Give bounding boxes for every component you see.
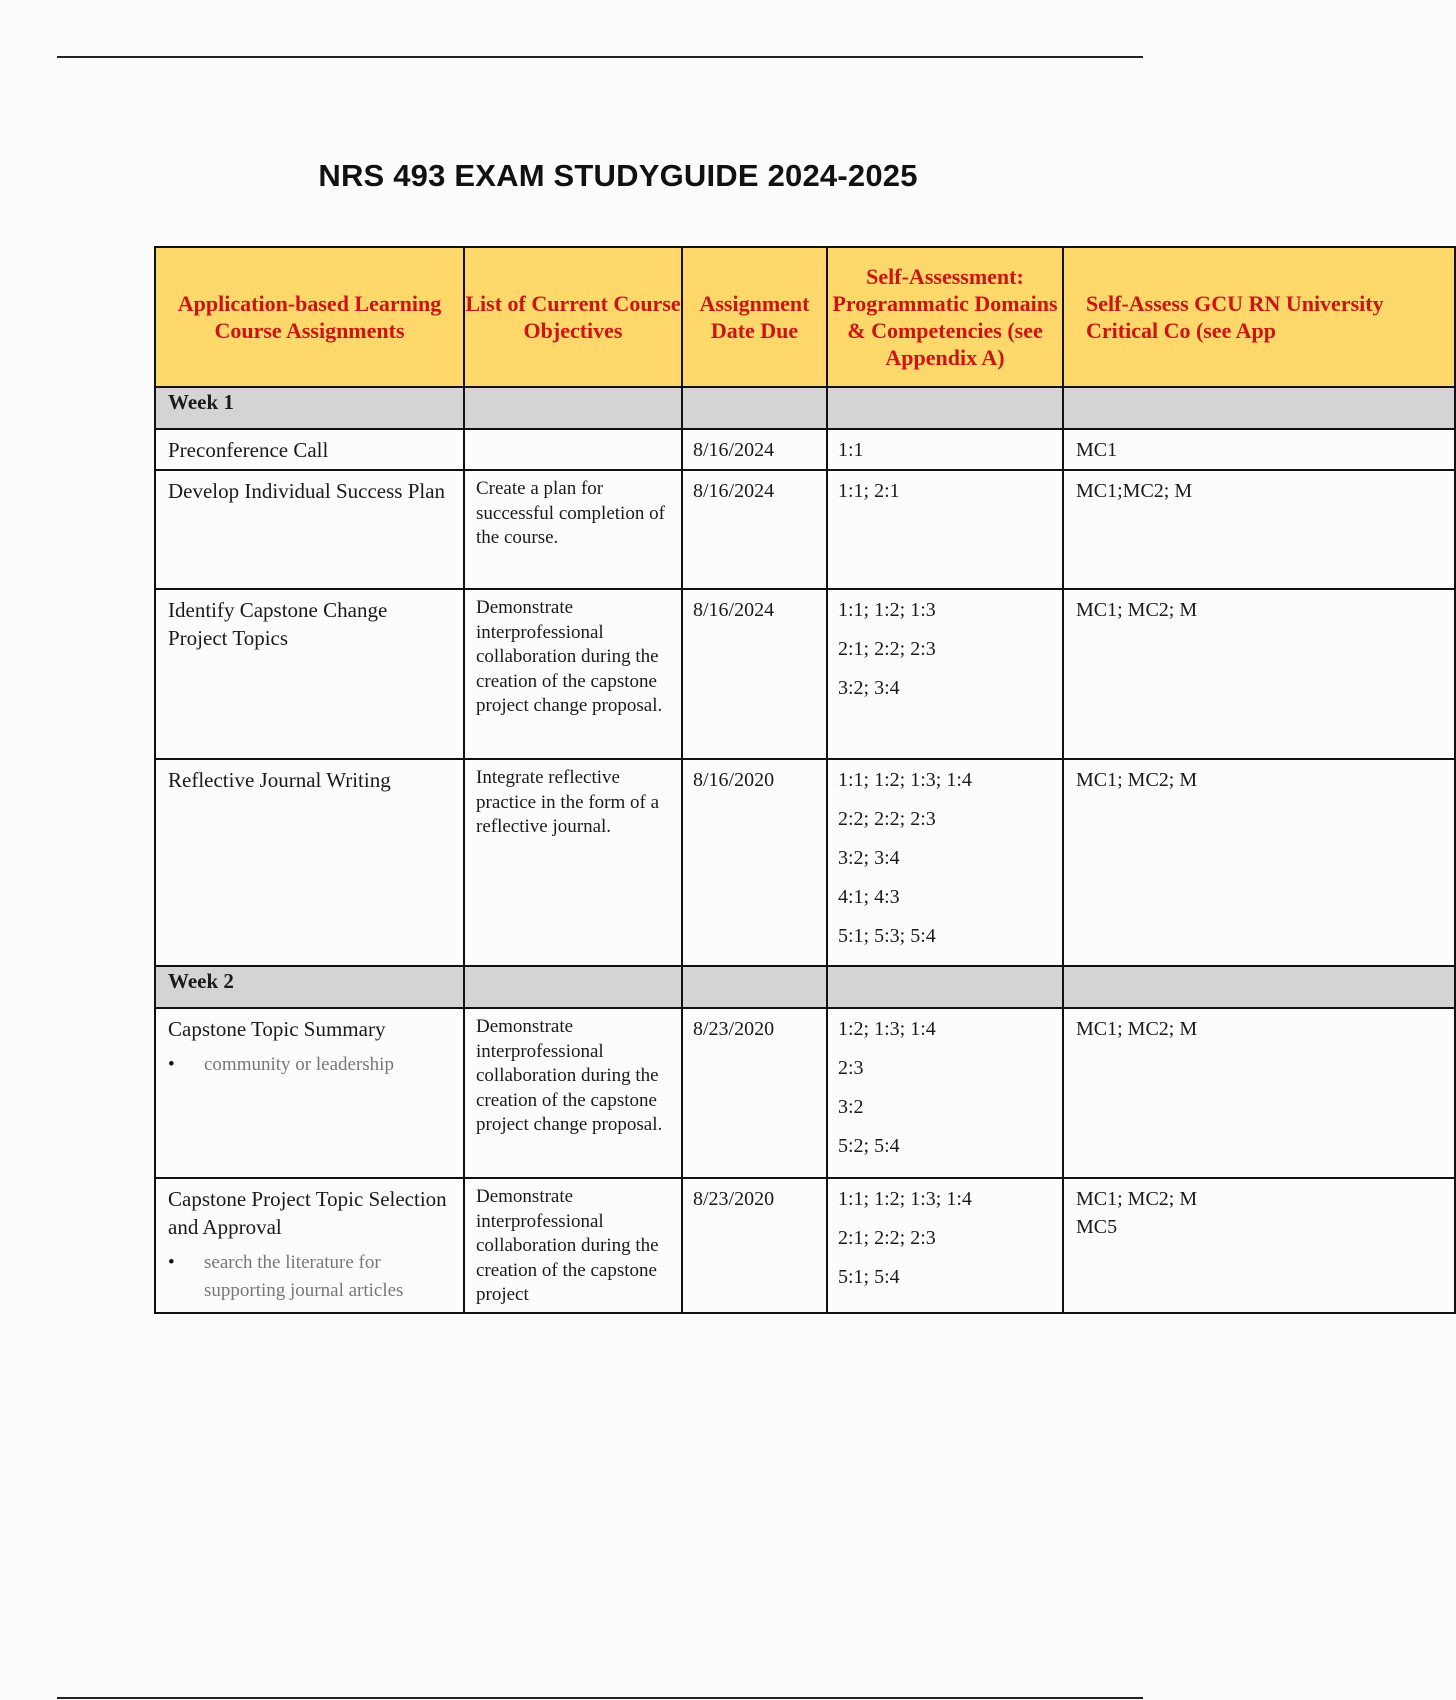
gcu-cell: MC1 xyxy=(1063,429,1455,470)
assignment-cell: Identify Capstone Change Project Topics xyxy=(155,589,464,759)
due-date-cell: 8/16/2024 xyxy=(682,470,827,589)
competency-line: 3:2; 3:4 xyxy=(838,677,900,699)
competency-line: 2:3 xyxy=(838,1057,864,1079)
assignment-cell: Reflective Journal Writing xyxy=(155,759,464,966)
due-date-cell: 8/16/2024 xyxy=(682,429,827,470)
gcu-cell: MC1;MC2; M xyxy=(1063,470,1455,589)
competency-line: 1:1; 1:2; 1:3 xyxy=(838,599,936,621)
table-row xyxy=(155,429,1455,470)
header-programmatic-competencies: Self-Assessment: Programmatic Domains & Competencies (see Appendix A) xyxy=(827,247,1063,387)
assignment-bullet: • search the literature for supporting journal articles xyxy=(168,1249,451,1305)
competency-line: 1:1; 2:1 xyxy=(838,480,900,502)
table-row xyxy=(155,470,1455,589)
week-cell xyxy=(1063,387,1455,429)
competency-line: 1:1 xyxy=(838,439,864,461)
header-objectives: List of Current Course Objectives xyxy=(464,247,682,387)
header-date-due: Assignment Date Due xyxy=(682,247,827,387)
course-table-container xyxy=(154,246,1384,1306)
gcu-cell: MC1; MC2; M xyxy=(1063,1008,1455,1178)
objective-cell: Demonstrate interprofessional collaboration during the creation of the capstone project change proposal. xyxy=(464,1008,682,1178)
week-cell xyxy=(464,387,682,429)
gcu-cell xyxy=(1063,1178,1455,1313)
week-label: Week 1 xyxy=(155,387,464,429)
assignment-cell: Preconference Call xyxy=(155,429,464,470)
week-cell xyxy=(1063,966,1455,1008)
due-date-cell: 8/16/2024 xyxy=(682,589,827,759)
due-date-cell: 8/23/2020 xyxy=(682,1178,827,1313)
gcu-line: MC5 xyxy=(1076,1216,1118,1238)
competency-line: 5:2; 5:4 xyxy=(838,1135,900,1157)
objective-cell: Create a plan for successful completion of the course. xyxy=(464,470,682,589)
competency-line: 3:2 xyxy=(838,1096,864,1118)
header-gcu-competencies: Self-Assess GCU RN University Critical Co (see App xyxy=(1063,247,1455,387)
gcu-cell: MC1; MC2; M xyxy=(1063,589,1455,759)
header-assignments: Application-based Learning Course Assignments xyxy=(155,247,464,387)
competency-line: 3:2; 3:4 xyxy=(838,847,900,869)
week-cell xyxy=(464,966,682,1008)
table-row xyxy=(155,1178,1455,1313)
competency-cell xyxy=(827,470,1063,589)
competency-line: 1:1; 1:2; 1:3; 1:4 xyxy=(838,1188,972,1210)
table-row xyxy=(155,759,1455,966)
objective-cell: Demonstrate interprofessional collaboration during the creation of the capstone project xyxy=(464,1178,682,1313)
assignment-cell: Develop Individual Success Plan xyxy=(155,470,464,589)
competency-cell xyxy=(827,429,1063,470)
competency-line: 2:1; 2:2; 2:3 xyxy=(838,638,936,660)
week-cell xyxy=(682,387,827,429)
week-label: Week 2 xyxy=(155,966,464,1008)
week-row xyxy=(155,387,1455,429)
competency-cell xyxy=(827,759,1063,966)
week-row xyxy=(155,966,1455,1008)
objective-cell xyxy=(464,429,682,470)
gcu-line: MC1; MC2; M xyxy=(1076,1188,1198,1210)
competency-line: 5:1; 5:3; 5:4 xyxy=(838,925,936,947)
week-cell xyxy=(827,387,1063,429)
competency-line: 1:2; 1:3; 1:4 xyxy=(838,1018,936,1040)
objective-cell: Demonstrate interprofessional collaboration during the creation of the capstone project change proposal. xyxy=(464,589,682,759)
header-row xyxy=(155,247,1455,387)
course-table xyxy=(154,246,1456,1314)
competency-cell xyxy=(827,1178,1063,1313)
assignment-bullet: • community or leadership xyxy=(168,1051,451,1079)
assignment-cell xyxy=(155,1008,464,1178)
competency-line: 1:1; 1:2; 1:3; 1:4 xyxy=(838,769,972,791)
assignment-title: Capstone Project Topic Selection and Approval xyxy=(168,1187,447,1239)
competency-cell xyxy=(827,1008,1063,1178)
table-row xyxy=(155,1008,1455,1178)
due-date-cell: 8/16/2020 xyxy=(682,759,827,966)
week-cell xyxy=(827,966,1063,1008)
competency-line: 5:1; 5:4 xyxy=(838,1266,900,1288)
due-date-cell: 8/23/2020 xyxy=(682,1008,827,1178)
competency-cell xyxy=(827,589,1063,759)
bottom-rule xyxy=(57,1697,1143,1699)
table-row xyxy=(155,589,1455,759)
competency-line: 2:2; 2:2; 2:3 xyxy=(838,808,936,830)
objective-cell: Integrate reflective practice in the form of a reflective journal. xyxy=(464,759,682,966)
week-cell xyxy=(682,966,827,1008)
competency-line: 4:1; 4:3 xyxy=(838,886,900,908)
assignment-title: Capstone Topic Summary xyxy=(168,1017,386,1041)
top-rule xyxy=(57,56,1143,58)
assignment-cell xyxy=(155,1178,464,1313)
competency-line: 2:1; 2:2; 2:3 xyxy=(838,1227,936,1249)
page-title: NRS 493 EXAM STUDYGUIDE 2024-2025 xyxy=(318,158,918,193)
gcu-cell: MC1; MC2; M xyxy=(1063,759,1455,966)
